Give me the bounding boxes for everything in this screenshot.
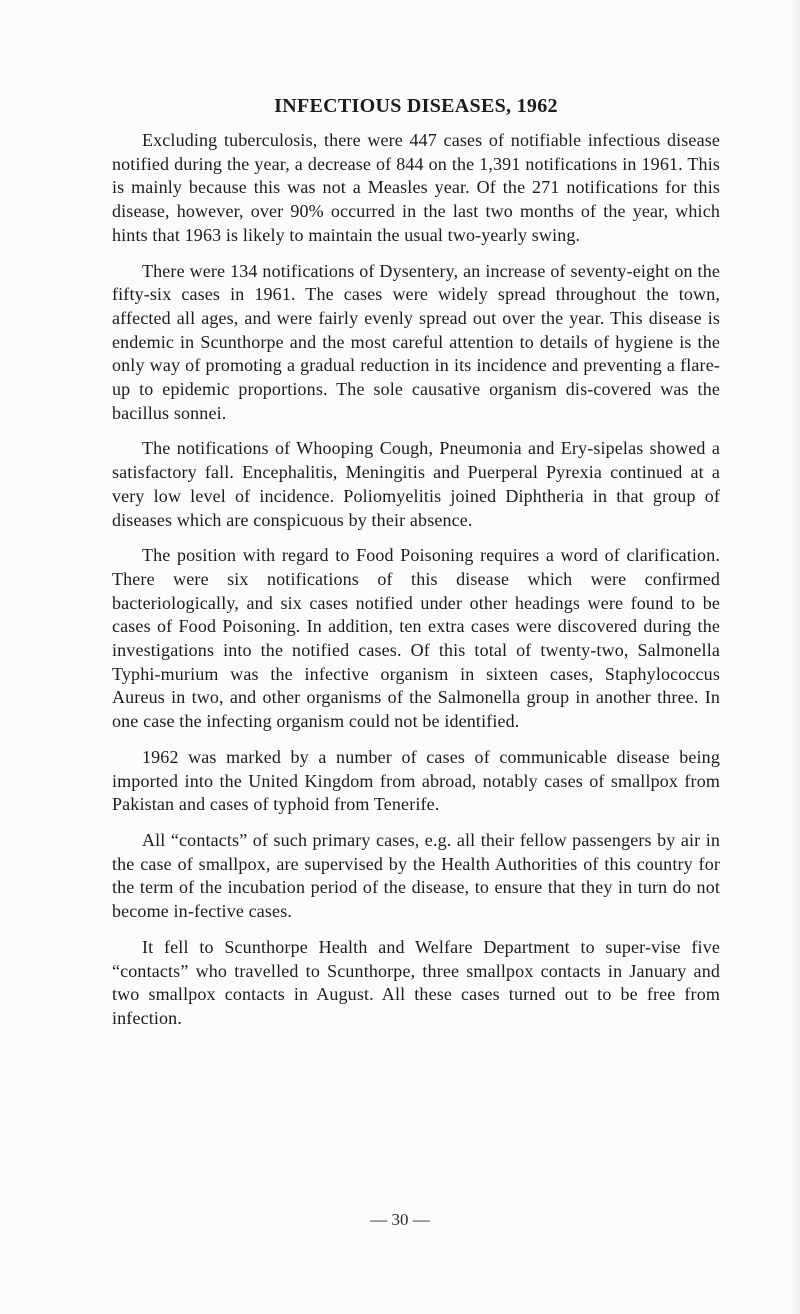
paragraph-scunthorpe-contacts: It fell to Scunthorpe Health and Welfare Department to super-vise five “contacts” who travelled to Scunthorpe, three smallpox contacts in January and two smallpox contacts in August. All these cases turned out to be free from infection. [112,936,720,1028]
paragraph-food-poisoning: The position with regard to Food Poisoning requires a word of clarification. There were six notifications of this disease which were confirmed bacteriologically, and six cases notified under other headings were found to be cases of Food Poisoning. In addition, ten extra cases were discovered during the investigations into the notified cases. Of this total of twenty-two, Salmonella Typhi-murium was the infective organism in sixteen cases, Staphylococcus Aureus in two, and other organisms of the Salmonella group in another three. In one case the infecting organism could not be identified. [112,545,720,732]
page-number: — 30 — [370,1210,430,1229]
paragraph-contacts-supervision: All “contacts” of such primary cases, e.g. all their fellow passengers by air in the case of smallpox, are supervised by the Health Authorities of this country for the term of the incubation period of the disease, to ensure that they in turn do not become in-fective cases. [112,829,720,922]
document-page [112,93,720,1043]
page-edge-shadow [792,0,800,1314]
paragraph-imported-cases: 1962 was marked by a number of cases of communicable disease being imported into the United Kingdom from abroad, notably cases of smallpox from Pakistan and cases of typhoid from Tenerife. [112,746,720,815]
paragraph-notifications-summary: Excluding tuberculosis, there were 447 cases of notifiable infectious disease notified during the year, a decrease of 844 on the 1,391 notifications in 1961. This is mainly because this was not a Measles year. Of the 271 notifications for this disease, however, over 90% occurred in the last two months of the year, which hints that 1963 is likely to maintain the usual two-yearly swing. [112,130,720,245]
paragraph-dysentery: There were 134 notifications of Dysentery, an increase of seventy-eight on the fifty-six cases in 1961. The cases were widely spread throughout the town, affected all ages, and were fairly evenly spread out over the year. This disease is endemic in Scunthorpe and the most careful attention to details of hygiene is the only way of promoting a gradual reduction in its incidence and preventing a flare-up to epidemic proportions. The sole causative organism dis-covered was the bacillus sonnei. [112,260,720,423]
document-title: INFECTIOUS DISEASES, 1962 [274,95,558,117]
paragraph-whooping-cough: The notifications of Whooping Cough, Pneumonia and Ery-sipelas showed a satisfactory fall. Encephalitis, Meningitis and Puerperal Pyrexia continued at a very low level of incidence. Poliomyelitis joined Diphtheria in that group of diseases which are conspicuous by their absence. [112,438,720,530]
